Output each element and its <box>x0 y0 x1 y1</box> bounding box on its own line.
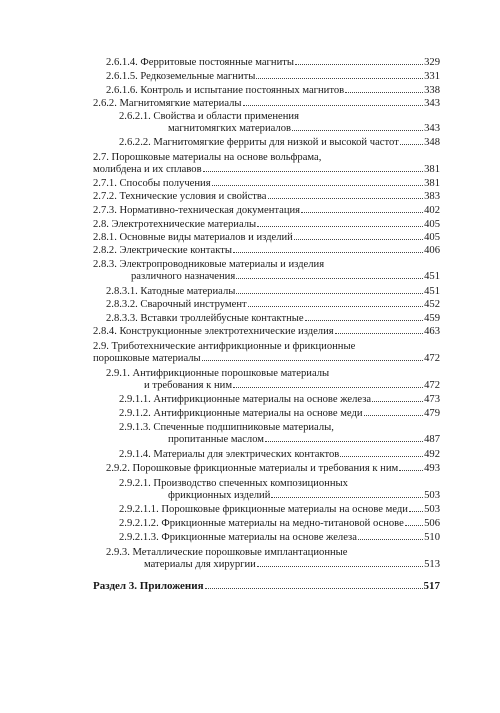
toc-entry[interactable] <box>119 137 440 149</box>
dot-leader <box>294 239 423 240</box>
dot-leader <box>295 64 423 65</box>
toc-entry-title: Раздел 3. Приложения <box>93 580 204 592</box>
toc-entry-row <box>119 449 440 461</box>
dot-leader <box>257 226 423 227</box>
toc-entry-row <box>119 490 440 502</box>
toc-entry-title: 2.7.1. Способы получения <box>93 178 211 189</box>
toc-entry-page: 472 <box>424 353 440 364</box>
toc-entry-row <box>106 71 440 83</box>
toc-entry-row <box>93 580 440 592</box>
toc-entry[interactable] <box>106 286 440 298</box>
dot-leader <box>372 401 423 402</box>
toc-entry-title: 2.6.1.6. Контроль и испытание постоянных магнитов <box>106 85 345 96</box>
toc-entry-row <box>93 178 440 190</box>
toc-entry[interactable] <box>106 299 440 311</box>
toc-entry[interactable] <box>119 111 440 135</box>
toc-entry-title: и требования к ним <box>144 380 233 391</box>
toc-entry-title: 2.9.2. Порошковые фрикционные материалы и требования к ним <box>106 463 399 474</box>
dot-leader <box>409 511 423 512</box>
toc-entry-page: 343 <box>424 123 440 134</box>
toc-entry-page: 479 <box>424 408 440 419</box>
toc-entry-page: 381 <box>424 178 440 189</box>
dot-leader <box>364 415 424 416</box>
toc-entry-title: фрикционных изделий <box>168 490 271 501</box>
toc-entry[interactable] <box>93 259 440 283</box>
toc-entry[interactable] <box>119 449 440 461</box>
dot-leader <box>345 92 423 93</box>
dot-leader <box>233 252 423 253</box>
toc-entry[interactable] <box>119 518 440 530</box>
toc-entry-title: 2.6.2.2. Магнитомягкие ферриты для низкой и высокой частот <box>119 137 399 148</box>
toc-entry[interactable] <box>93 580 440 592</box>
dot-leader <box>205 588 423 589</box>
toc-entry[interactable] <box>119 478 440 502</box>
toc-entry-row <box>119 434 440 446</box>
toc-entry-page: 329 <box>424 57 440 68</box>
toc-entry-page: 472 <box>424 380 440 391</box>
dot-leader <box>236 293 423 294</box>
dot-leader <box>340 456 423 457</box>
dot-leader <box>212 185 424 186</box>
toc-entry[interactable] <box>119 394 440 406</box>
toc-entry-page: 503 <box>424 490 440 501</box>
toc-entry[interactable] <box>106 547 440 571</box>
toc-entry-page: 459 <box>424 313 440 324</box>
toc-entry-row <box>119 137 440 149</box>
toc-entry-title: 2.9.2.1.2. Фрикционные материалы на медно-титановой основе <box>119 518 404 529</box>
toc-entry[interactable] <box>93 245 440 257</box>
toc-entry-row <box>119 394 440 406</box>
toc-entry[interactable] <box>106 368 440 392</box>
dot-leader <box>202 360 423 361</box>
dot-leader <box>248 306 423 307</box>
toc-entry[interactable] <box>119 408 440 420</box>
toc-entry-title: 2.6.1.5. Редкоземельные магниты <box>106 71 256 82</box>
toc-entry-title-line: 2.7. Порошковые материалы на основе вольфрама, <box>93 152 322 163</box>
toc-entry-page: 331 <box>424 71 440 82</box>
toc-entry-title: 2.9.1.2. Антифрикционные материалы на основе меди <box>119 408 363 419</box>
toc-entry-page: 451 <box>424 286 440 297</box>
toc-entry-row <box>106 380 440 392</box>
toc-entry[interactable] <box>93 341 440 365</box>
dot-leader <box>256 78 423 79</box>
toc-entry-page: 510 <box>424 532 440 543</box>
toc-entry-title: 2.8.1. Основные виды материалов и изделий <box>93 232 293 243</box>
toc-entry-row <box>93 205 440 217</box>
toc-entry-title: 2.9.2.1.1. Порошковые фрикционные материалы на основе меди <box>119 504 408 515</box>
toc-entry-row <box>106 85 440 97</box>
toc-entry-title-line: 2.9.3. Металлические порошковые имплантационные <box>106 547 348 558</box>
dot-leader <box>265 441 423 442</box>
toc-entry-title: материалы для хирургии <box>144 559 256 570</box>
toc-entry-title: магнитомягких материалов <box>168 123 292 134</box>
toc-entry[interactable] <box>106 85 440 97</box>
dot-leader <box>203 171 424 172</box>
toc-entry-row <box>93 219 440 231</box>
toc-entry-page: 492 <box>424 449 440 460</box>
toc-entry-row <box>93 164 440 176</box>
toc-entry-page: 405 <box>424 219 440 230</box>
toc-entry-row <box>106 313 440 325</box>
toc-entry-title: 2.7.3. Нормативно-техническая документация <box>93 205 301 216</box>
toc-entry[interactable] <box>106 463 440 475</box>
toc-entry-title: 2.8.3.1. Катодные материалы <box>106 286 236 297</box>
toc-entry-page: 451 <box>424 271 440 282</box>
toc-entry[interactable] <box>93 98 440 110</box>
dot-leader <box>335 333 423 334</box>
toc-entry-page: 343 <box>424 98 440 109</box>
toc-entry-page: 348 <box>424 137 440 148</box>
toc-entry-row <box>93 326 440 338</box>
dot-leader <box>271 497 423 498</box>
toc-entry-title: различного назначения <box>131 271 236 282</box>
toc-entry[interactable] <box>106 313 440 325</box>
toc-entry[interactable] <box>93 178 440 190</box>
toc-entry-row <box>93 271 440 283</box>
toc-entry[interactable] <box>93 152 440 176</box>
dot-leader <box>257 566 423 567</box>
toc-entry-page: 517 <box>423 580 440 592</box>
toc-entry-title-line: 2.8.3. Электропроводниковые материалы и изделия <box>93 259 325 270</box>
toc-entry-title-line: 2.9.2.1. Производство спеченных композиционных <box>119 478 348 489</box>
toc-entry-title: 2.9.1.1. Антифрикционные материалы на основе железа <box>119 394 372 405</box>
toc-entry-title: 2.8.3.3. Вставки троллейбусные контактные <box>106 313 304 324</box>
toc-entry-page: 473 <box>424 394 440 405</box>
toc-entry-title-line: 2.9.1.3. Спеченные подшипниковые материалы, <box>119 422 334 433</box>
dot-leader <box>301 212 423 213</box>
toc-entry-row <box>106 286 440 298</box>
toc-entry-page: 463 <box>424 326 440 337</box>
dot-leader <box>405 525 423 526</box>
toc-entry[interactable] <box>93 219 440 231</box>
toc-entry[interactable] <box>106 57 440 69</box>
toc-entry-row <box>119 123 440 135</box>
toc-entry-page: 381 <box>424 164 440 175</box>
toc-entry-title-line: 2.6.2.1. Свойства и области применения <box>119 111 299 122</box>
toc-entry[interactable] <box>119 422 440 446</box>
toc-entry-page: 513 <box>424 559 440 570</box>
toc-entry[interactable] <box>93 191 440 203</box>
toc-entry-title: молибдена и их сплавов <box>93 164 202 175</box>
toc-entry[interactable] <box>119 532 440 544</box>
toc-entry-row <box>119 408 440 420</box>
toc-entry-title: 2.6.1.4. Ферритовые постоянные магниты <box>106 57 294 68</box>
dot-leader <box>358 539 423 540</box>
toc-entry-title: порошковые материалы <box>93 353 201 364</box>
toc-entry-row <box>119 532 440 544</box>
toc-entry-row <box>93 245 440 257</box>
toc-entry-row <box>93 191 440 203</box>
toc-entry-title: 2.8. Электротехнические материалы <box>93 219 257 230</box>
toc-entry-title-line: 2.9.1. Антифрикционные порошковые материалы <box>106 368 330 379</box>
dot-leader <box>292 130 423 131</box>
toc-entry-row <box>93 98 440 110</box>
toc-entry[interactable] <box>93 232 440 244</box>
toc-entry-title: 2.8.4. Конструкционные электротехнические изделия <box>93 326 334 337</box>
toc-entry[interactable] <box>93 205 440 217</box>
toc-entry-page: 487 <box>424 434 440 445</box>
toc-entry-page: 338 <box>424 85 440 96</box>
toc-entry-row <box>106 463 440 475</box>
dot-leader <box>243 105 424 106</box>
toc-entry-page: 383 <box>424 191 440 202</box>
dot-leader <box>400 144 423 145</box>
toc-entry-row <box>106 559 440 571</box>
toc-entry-title: 2.8.2. Электрические контакты <box>93 245 233 256</box>
toc-entry-row <box>106 57 440 69</box>
dot-leader <box>236 278 423 279</box>
toc-entry-page: 493 <box>424 463 440 474</box>
toc-entry-row <box>93 353 440 365</box>
toc-entry-title: 2.6.2. Магнитомягкие материалы <box>93 98 242 109</box>
toc-entry-page: 402 <box>424 205 440 216</box>
toc-entry-page: 452 <box>424 299 440 310</box>
toc-entry-row <box>93 232 440 244</box>
toc-entry-row <box>119 518 440 530</box>
toc-entry-row <box>119 504 440 516</box>
toc-entry[interactable] <box>106 71 440 83</box>
dot-leader <box>233 387 423 388</box>
toc-entry-page: 503 <box>424 504 440 515</box>
toc-entry-page: 406 <box>424 245 440 256</box>
dot-leader <box>268 198 424 199</box>
toc-entry-title: пропитанные маслом <box>168 434 264 445</box>
dot-leader <box>399 470 423 471</box>
dot-leader <box>305 320 424 321</box>
toc-entry[interactable] <box>119 504 440 516</box>
toc-entry-title: 2.8.3.2. Сварочный инструмент <box>106 299 247 310</box>
toc-entry-title-line: 2.9. Триботехнические антифрикционные и фрикционные <box>93 341 356 352</box>
toc-entry-row <box>106 299 440 311</box>
toc-entry-page: 506 <box>424 518 440 529</box>
toc-entry-page: 405 <box>424 232 440 243</box>
toc-entry[interactable] <box>93 326 440 338</box>
toc-entry-title: 2.7.2. Технические условия и свойства <box>93 191 267 202</box>
toc-entry-title: 2.9.2.1.3. Фрикционные материалы на основе железа <box>119 532 357 543</box>
toc-entry-title: 2.9.1.4. Материалы для электрических контактов <box>119 449 340 460</box>
